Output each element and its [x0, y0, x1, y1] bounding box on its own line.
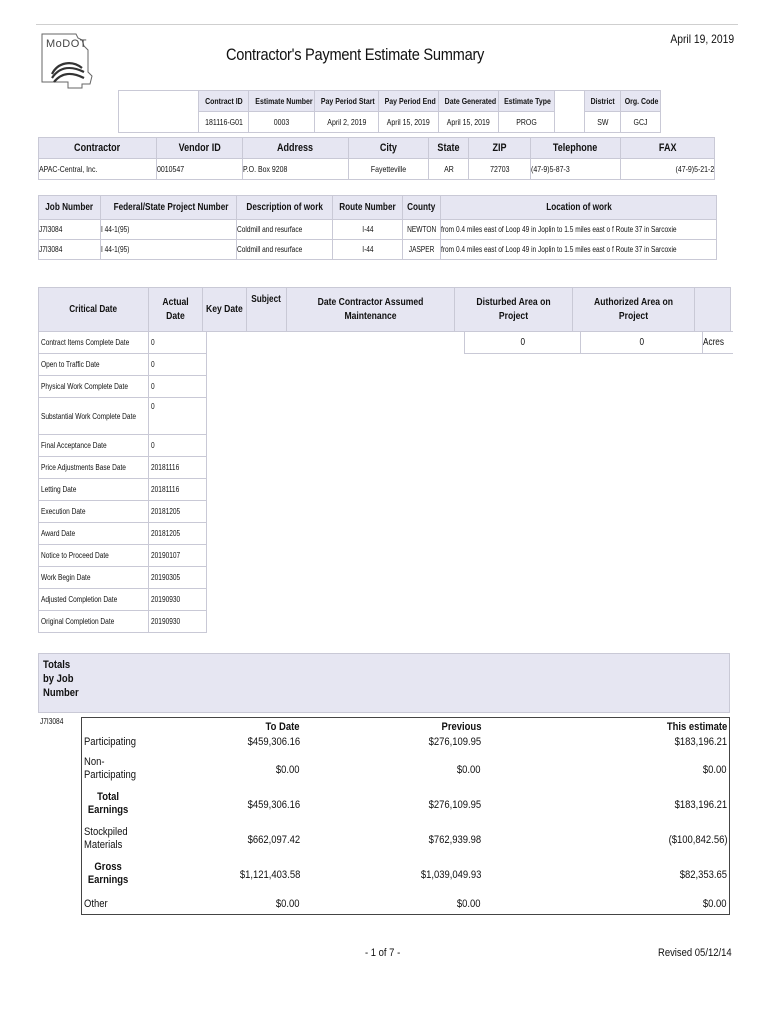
county: NEWTON: [403, 220, 441, 240]
totals-previous: $762,939.98: [428, 834, 481, 846]
route-number: I-44: [333, 220, 403, 240]
totals-row: [82, 756, 729, 786]
critical-date-label: Execution Date: [39, 501, 149, 523]
totals-row: [82, 791, 729, 821]
critical-header-cell: Critical Date: [39, 288, 149, 332]
job-header-cell: County: [403, 196, 441, 220]
critical-dates-table: [38, 331, 207, 633]
critical-date-value: 20190930: [149, 611, 207, 633]
contract-id: 181116-G01: [199, 112, 249, 133]
job-header-cell: Job Number: [39, 196, 101, 220]
contractor-table: [38, 137, 715, 180]
critical-date-row: [39, 611, 207, 633]
zip: 72703: [469, 159, 531, 180]
job-header-cell: Description of work: [237, 196, 333, 220]
job-number: J7I3084: [39, 220, 101, 240]
contractor-header-cell: ZIP: [469, 138, 531, 159]
totals-previous: $276,109.95: [428, 799, 481, 811]
totals-previous: $0.00: [457, 898, 481, 910]
top-rule: [36, 24, 738, 25]
disturbed-area-value: 0: [465, 332, 581, 354]
totals-title: Totals by Job Number: [43, 659, 79, 699]
critical-date-row: [39, 332, 207, 354]
totals-header: [38, 653, 730, 713]
county: JASPER: [403, 240, 441, 260]
critical-header-cell: Authorized Area on Project: [573, 288, 695, 332]
critical-date-row: [39, 545, 207, 567]
contract-header-cell: Date Generated: [439, 91, 499, 112]
critical-date-value: 0: [149, 376, 207, 398]
contractor-name: APAC-Central, Inc.: [39, 159, 157, 180]
authorized-area-value: 0: [581, 332, 703, 354]
page-number: - 1 of 7 -: [365, 947, 401, 959]
description: Coldmill and resurface: [237, 220, 333, 240]
totals-this-estimate: $183,196.21: [674, 799, 727, 811]
critical-header-cell: Disturbed Area on Project: [455, 288, 573, 332]
critical-date-label: Award Date: [39, 523, 149, 545]
totals-row-label: Total Earnings: [87, 791, 129, 816]
totals-this-estimate: $0.00: [703, 764, 727, 776]
critical-date-value: 0: [149, 435, 207, 457]
route-number: I-44: [333, 240, 403, 260]
totals-to-date: $0.00: [276, 764, 300, 776]
contractor-header-cell: Telephone: [531, 138, 621, 159]
critical-date-row: [39, 435, 207, 457]
critical-date-row: [39, 479, 207, 501]
telephone: (47-9)5-87-3: [531, 159, 621, 180]
totals-this-estimate: ($100,842.56): [668, 834, 727, 846]
critical-date-label: Contract Items Complete Date: [39, 332, 149, 354]
pay-period-start: April 2, 2019: [315, 112, 379, 133]
contract-header-cell: District: [585, 91, 621, 112]
contract-header-cell: Contract ID: [199, 91, 249, 112]
report-date: April 19, 2019: [670, 32, 734, 46]
contractor-header-cell: Contractor: [39, 138, 157, 159]
critical-header-cell: Date Contractor Assumed Maintenance: [287, 288, 455, 332]
totals-to-date: $0.00: [276, 898, 300, 910]
totals-previous: $1,039,049.93: [420, 869, 481, 881]
critical-header-cell: Actual Date: [149, 288, 203, 332]
description: Coldmill and resurface: [237, 240, 333, 260]
critical-date-row: [39, 398, 207, 435]
totals-this-estimate: $0.00: [703, 898, 727, 910]
job-header-cell: Location of work: [441, 196, 717, 220]
critical-date-label: Work Begin Date: [39, 567, 149, 589]
critical-date-value: 20181116: [149, 457, 207, 479]
critical-header-cell: Subject: [247, 288, 287, 332]
fax: (47-9)5-21-2: [621, 159, 715, 180]
district: SW: [585, 112, 621, 133]
critical-date-label: Notice to Proceed Date: [39, 545, 149, 567]
contract-header-cell: Estimate Type: [499, 91, 555, 112]
location: from 0.4 miles east of Loop 49 in Joplin to 1.5 miles east o f Route 37 in Sarcoxie: [441, 220, 717, 240]
contractor-header-cell: City: [349, 138, 429, 159]
totals-previous: $276,109.95: [428, 736, 481, 748]
critical-date-value: 20181205: [149, 501, 207, 523]
totals-to-date: $1,121,403.58: [239, 869, 300, 881]
critical-date-label: Adjusted Completion Date: [39, 589, 149, 611]
col-this-estimate: This estimate: [666, 721, 727, 733]
totals-table: [81, 717, 730, 915]
estimate-type: PROG: [499, 112, 555, 133]
critical-date-label: Substantial Work Complete Date: [39, 398, 149, 435]
critical-date-value: 0: [149, 398, 207, 435]
critical-date-row: [39, 354, 207, 376]
contract-header-cell: Pay Period End: [379, 91, 439, 112]
critical-date-row: [39, 589, 207, 611]
contractor-header-cell: Address: [243, 138, 349, 159]
col-previous: Previous: [441, 721, 481, 733]
revision-date: Revised 05/12/14: [658, 947, 732, 959]
contract-header-cell: Pay Period Start: [315, 91, 379, 112]
city: Fayetteville: [349, 159, 429, 180]
totals-row: [82, 826, 729, 856]
totals-to-date: $459,306.16: [247, 736, 300, 748]
location: from 0.4 miles east of Loop 49 in Joplin to 1.5 miles east o f Route 37 in Sarcoxie: [441, 240, 717, 260]
totals-this-estimate: $82,353.65: [679, 869, 727, 881]
totals-column-headers: [82, 721, 729, 734]
job-row: [39, 240, 717, 260]
pay-period-end: April 15, 2019: [379, 112, 439, 133]
totals-previous: $0.00: [457, 764, 481, 776]
totals-row: [82, 898, 729, 914]
critical-date-label: Physical Work Complete Date: [39, 376, 149, 398]
job-table: [38, 195, 717, 260]
critical-date-label: Original Completion Date: [39, 611, 149, 633]
critical-date-value: 20181205: [149, 523, 207, 545]
spacer-cell: [555, 91, 585, 133]
totals-row-label: Gross Earnings: [87, 861, 129, 886]
page-title: Contractor's Payment Estimate Summary: [226, 45, 485, 64]
state: AR: [429, 159, 469, 180]
project-number: I 44-1(95): [101, 240, 237, 260]
modot-logo: [38, 32, 98, 90]
critical-header-cell: Key Date: [203, 288, 247, 332]
critical-date-value: 20181116: [149, 479, 207, 501]
totals-row-label: Non-Participating: [84, 756, 137, 781]
vendor-id: 0010547: [157, 159, 243, 180]
critical-date-label: Open to Traffic Date: [39, 354, 149, 376]
critical-date-value: 20190107: [149, 545, 207, 567]
totals-job-number: J7I3084: [40, 717, 64, 726]
contractor-header-cell: Vendor ID: [157, 138, 243, 159]
critical-date-row: [39, 457, 207, 479]
critical-header-cell: [695, 288, 731, 332]
job-number: J7I3084: [39, 240, 101, 260]
critical-date-value: 20190305: [149, 567, 207, 589]
area-unit: Acres: [703, 332, 733, 354]
contractor-header-cell: FAX: [621, 138, 715, 159]
critical-date-label: Price Adjustments Base Date: [39, 457, 149, 479]
logo-text: MoDOT: [46, 38, 87, 50]
contract-header-cell: Org. Code: [621, 91, 661, 112]
contract-table: [118, 90, 661, 133]
critical-date-value: 0: [149, 354, 207, 376]
critical-header-table: [38, 287, 731, 332]
totals-to-date: $459,306.16: [247, 799, 300, 811]
critical-date-row: [39, 501, 207, 523]
date-generated: April 15, 2019: [439, 112, 499, 133]
critical-date-value: 20190930: [149, 589, 207, 611]
blank-cell: [119, 91, 199, 133]
estimate-number: 0003: [249, 112, 315, 133]
area-table: [464, 331, 733, 354]
critical-date-value: 0: [149, 332, 207, 354]
job-header-cell: Federal/State Project Number: [101, 196, 237, 220]
org-code: GCJ: [621, 112, 661, 133]
critical-date-row: [39, 376, 207, 398]
job-row: [39, 220, 717, 240]
critical-date-row: [39, 567, 207, 589]
totals-row: [82, 736, 729, 752]
totals-row-label: Participating: [84, 736, 137, 748]
project-number: I 44-1(95): [101, 220, 237, 240]
critical-date-label: Letting Date: [39, 479, 149, 501]
col-to-date: To Date: [266, 721, 300, 733]
critical-date-row: [39, 523, 207, 545]
totals-row: [82, 861, 729, 891]
totals-row-label: Stockpiled Materials: [84, 826, 128, 851]
contract-header-cell: Estimate Number: [249, 91, 315, 112]
contractor-header-cell: State: [429, 138, 469, 159]
totals-row-label: Other: [84, 898, 108, 910]
address: P.O. Box 9208: [243, 159, 349, 180]
job-header-cell: Route Number: [333, 196, 403, 220]
totals-this-estimate: $183,196.21: [674, 736, 727, 748]
critical-date-label: Final Acceptance Date: [39, 435, 149, 457]
totals-to-date: $662,097.42: [247, 834, 300, 846]
